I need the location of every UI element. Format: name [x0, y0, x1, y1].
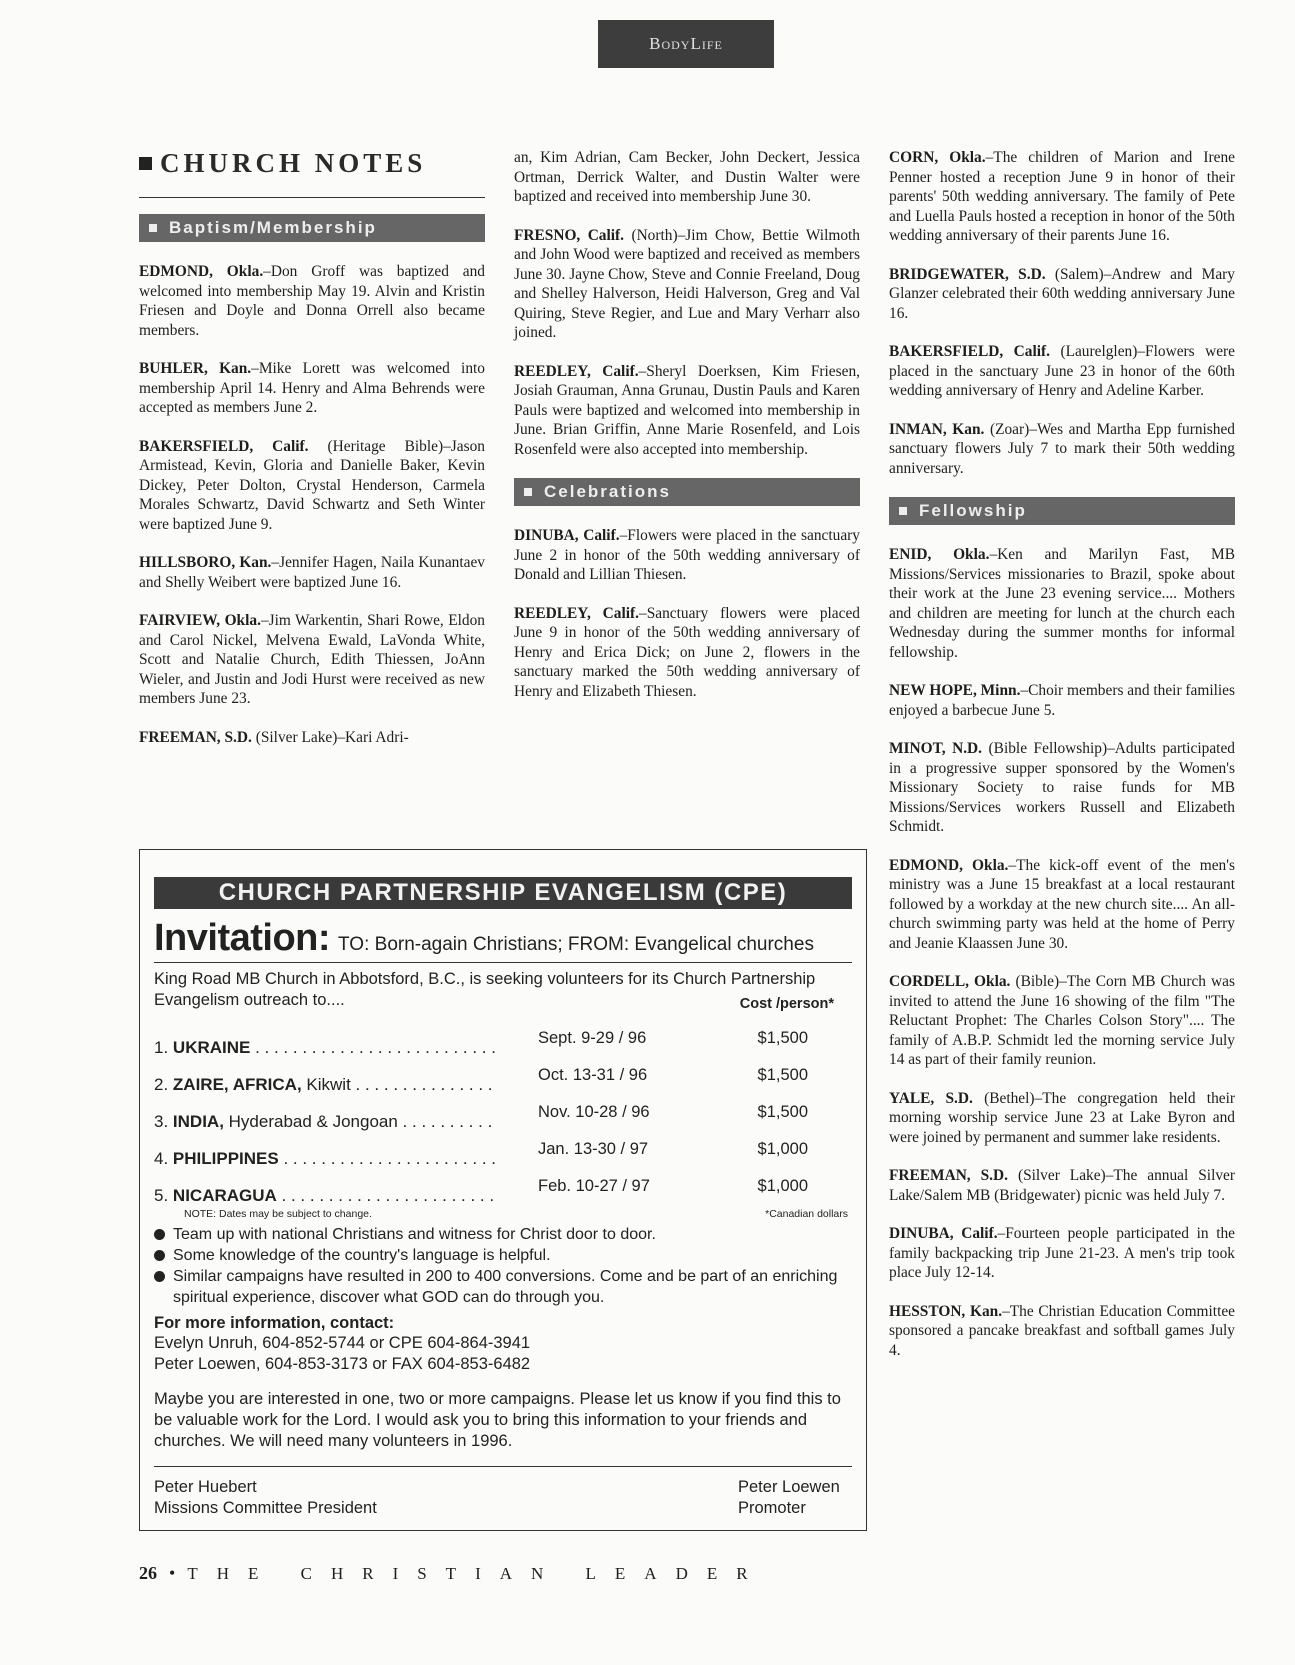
trip-dates: Oct. 13-31 / 96: [538, 1066, 648, 1084]
news-entry: FAIRVIEW, Okla.–Jim Warkentin, Shari Rowe, Eldon and Carol Nickel, Melvena Ewald, LaVonda White, Scott and Natalie Church, Edith Thiessen, JoAnn Wieler, and Justin and Jodi Hurst were received as new members June 23.: [139, 612, 485, 707]
trip-cost: $1,000: [757, 1177, 808, 1195]
signature-role: Promoter: [738, 1499, 806, 1517]
subsection-bar-label: Fellowship: [919, 501, 1027, 520]
contact-line: Peter Loewen, 604-853-3173 or FAX 604-853-6482: [154, 1355, 531, 1373]
news-entry: INMAN, Kan. (Zoar)–Wes and Martha Epp furnished sanctuary flowers July 7 to mark their 50th wedding anniversary.: [889, 420, 1235, 477]
news-entry: CORN, Okla.–The children of Marion and Irene Penner hosted a reception June 9 in honor of their parents' 50th wedding anniversary. The family of Pete and Luella Pauls hosted a reception in honor of the 50th wedding anniversary of their parents June 16.: [889, 149, 1235, 244]
bullet-item: Similar campaigns have resulted in 200 to 400 conversions. Come and be part of an enriching spiritual experience, discover what GOD can do through you.: [154, 1266, 852, 1308]
news-entry-continuation: an, Kim Adrian, Cam Becker, John Deckert, Jessica Ortman, Derrick Walter, and Dustin Walter were baptized and received into membership June 30.: [514, 149, 860, 205]
column-1: [139, 148, 485, 766]
news-entry: MINOT, N.D. (Bible Fellowship)–Adults participated in a progressive supper sponsored by the Women's Missionary Society to raise funds for MB Missions/Services workers Russell and Elizabeth Schmidt.: [889, 740, 1235, 835]
trip-dates: Jan. 13-30 / 97: [538, 1140, 649, 1158]
subsection-bar-label: Baptism/Membership: [169, 218, 377, 237]
note-row: [154, 1208, 852, 1220]
contact-line: Evelyn Unruh, 604-852-5744 or CPE 604-864-3941: [154, 1334, 531, 1352]
bullet-item: Team up with national Christians and witness for Christ door to door.: [154, 1224, 852, 1245]
signature-right: [738, 1477, 848, 1519]
trip-dates: Sept. 9-29 / 96: [538, 1029, 647, 1047]
column-2: [514, 148, 860, 720]
subsection-bar-label: Celebrations: [544, 482, 671, 501]
trip-cost: $1,000: [757, 1140, 808, 1158]
news-entry: FREEMAN, S.D. (Silver Lake)–The annual Silver Lake/Salem MB (Bridgewater) picnic was held July 7.: [889, 1167, 1235, 1204]
bullet-item: Some knowledge of the country's language is helpful.: [154, 1245, 852, 1266]
news-entry: HILLSBORO, Kan.–Jennifer Hagen, Naila Kunantaev and Shelly Weibert were baptized June 16.: [139, 554, 485, 591]
invitation-line: [154, 917, 852, 963]
trip-table: [154, 996, 852, 1220]
signature-name: Peter Loewen: [738, 1478, 840, 1496]
footer-separator: •: [169, 1563, 176, 1583]
bullet-dot-icon: [154, 1271, 165, 1282]
trip-dates: Nov. 10-28 / 96: [538, 1103, 650, 1121]
trip-name: 5. NICARAGUA . . . . . . . . . . . . . . . . . . . . . . .: [154, 1186, 495, 1205]
news-entry: YALE, S.D. (Bethel)–The congregation held their morning worship service June 23 at Lake Byron and were joined by permanent and summer lake residents.: [889, 1089, 1236, 1146]
news-entry: FREEMAN, S.D. (Silver Lake)–Kari Adri-: [139, 728, 409, 746]
square-bullet-icon: [524, 488, 532, 496]
section-title-text: CHURCH NOTES: [160, 148, 427, 178]
trip-row: [154, 1132, 852, 1169]
news-entry: REEDLEY, Calif.–Sheryl Doerksen, Kim Friesen, Josiah Grauman, Anna Grunau, Dustin Pauls and Karen Pauls were baptized and welcomed into membership in June. Brian Griffin, Anne Marie Rosenfeld, and Lois Rosenfeld were also accepted into membership.: [514, 362, 860, 458]
news-entry: BUHLER, Kan.–Mike Lorett was welcomed into membership April 14. Henry and Alma Behrends were accepted as members June 2.: [139, 360, 485, 416]
news-entry: EDMOND, Okla.–Don Groff was baptized and welcomed into membership May 19. Alvin and Kristin Friesen and Doyle and Donna Orrell also became members.: [139, 263, 485, 339]
trip-name: 2. ZAIRE, AFRICA, Kikwit . . . . . . . . . . . . . . .: [154, 1075, 493, 1094]
signature-name: Peter Huebert: [154, 1478, 257, 1496]
square-bullet-icon: [149, 224, 157, 232]
news-entry: CORDELL, Okla. (Bible)–The Corn MB Church was invited to attend the June 16 showing of the film "The Reluctant Prophet: The Charles Colson Story".... The family of A.B.P. Schmidt led the morning service July 14 as part of their family reunion.: [889, 973, 1235, 1068]
cost-header: Cost /person*: [739, 996, 834, 1012]
square-bullet-icon: [139, 157, 152, 170]
trip-cost: $1,500: [757, 1066, 808, 1084]
section-title: [139, 148, 485, 179]
news-entry: HESSTON, Kan.–The Christian Education Committee sponsored a pancake breakfast and softball games July 4.: [889, 1302, 1236, 1359]
invitation-word: Invitation:: [154, 917, 331, 959]
trip-cost: $1,500: [757, 1103, 808, 1121]
news-entry: FRESNO, Calif. (North)–Jim Chow, Bettie Wilmoth and John Wood were baptized and received as members June 30. Jayne Chow, Steve and Connie Freeland, Doug and Shelley Halverson, Heidi Halverson, Greg and Val Quiring, Steve Regier, and Lue and Mary Verharr also joined.: [514, 226, 860, 341]
subsection-bar-baptism: [139, 214, 485, 242]
signature-role: Missions Committee President: [154, 1499, 377, 1517]
closing-paragraph: Maybe you are interested in one, two or more campaigns. Please let us know if you find this to be valuable work for the Lord. I would ask you to bring this information to your friends and churches. We will need many volunteers in 1996.: [154, 1389, 852, 1467]
invitation-text: TO: Born-again Christians; FROM: Evangelical churches: [338, 934, 814, 955]
cpe-advertisement: [139, 849, 867, 1531]
magazine-name: THE CHRISTIAN LEADER: [187, 1563, 767, 1583]
signatures: [154, 1477, 852, 1519]
signature-left: [154, 1477, 377, 1519]
trip-name: 1. UKRAINE . . . . . . . . . . . . . . . . . . . . . . . . . .: [154, 1038, 496, 1057]
trip-row: [154, 1169, 852, 1206]
bullet-dot-icon: [154, 1250, 165, 1261]
title-rule: [139, 197, 485, 198]
section-header-tab: BodyLife: [598, 20, 774, 68]
news-entry: BAKERSFIELD, Calif. (Heritage Bible)–Jason Armistead, Kevin, Gloria and Danielle Baker, Kevin Dickey, Peter Dolton, Crystal Henderson, Carmela Morales Schwartz, David Schwartz and Seth Winter were baptized June 9.: [139, 437, 485, 533]
news-entry: REEDLEY, Calif.–Sanctuary flowers were placed June 9 in honor of the 50th wedding anniversary of Henry and Erica Dick; on June 2, flowers in the sanctuary marked the 50th wedding anniversary of Henry and Elizabeth Thiesen.: [514, 604, 860, 700]
dates-note: NOTE: Dates may be subject to change.: [184, 1208, 372, 1220]
bullet-list: [154, 1224, 852, 1308]
contact-heading: For more information, contact:: [154, 1314, 395, 1332]
page-number: 26: [139, 1563, 157, 1583]
news-entry: DINUBA, Calif.–Fourteen people participated in the family backpacking trip June 21-23. A men's trip took place July 12-14.: [889, 1225, 1235, 1281]
ad-intro: King Road MB Church in Abbotsford, B.C., is seeking volunteers for its Church Partnership Evangelism outreach to....: [154, 970, 816, 1009]
trip-row: [154, 1095, 852, 1132]
subsection-bar-celebrations: [514, 478, 860, 506]
trip-name: 3. INDIA, Hyderabad & Jongoan . . . . . . . . . .: [154, 1112, 493, 1131]
trip-row: [154, 1021, 852, 1058]
news-entry: ENID, Okla.–Ken and Marilyn Fast, MB Missions/Services missionaries to Brazil, spoke about their work at the June 23 evening service.... Mothers and children are meeting for lunch at the church each Wednesday during the summer months for informal fellowship.: [889, 546, 1235, 661]
news-entry: EDMOND, Okla.–The kick-off event of the men's ministry was a June 15 breakfast at a local restaurant followed by a workday at the new church site.... An all-church swimming party was held at the home of Perry and Jeanie Klaassen June 30.: [889, 856, 1235, 952]
subsection-bar-fellowship: [889, 497, 1235, 525]
currency-note: *Canadian dollars: [765, 1208, 848, 1220]
ad-title-bar: CHURCH PARTNERSHIP EVANGELISM (CPE): [154, 877, 852, 909]
trip-dates: Feb. 10-27 / 97: [538, 1177, 650, 1195]
bullet-dot-icon: [154, 1229, 165, 1240]
news-entry: NEW HOPE, Minn.–Choir members and their families enjoyed a barbecue June 5.: [889, 682, 1235, 719]
column-3: [889, 148, 1235, 1379]
square-bullet-icon: [899, 507, 907, 515]
news-entry: BRIDGEWATER, S.D. (Salem)–Andrew and Mary Glanzer celebrated their 60th wedding anniversary June 16.: [889, 265, 1235, 322]
news-entry: BAKERSFIELD, Calif. (Laurelglen)–Flowers were placed in the sanctuary June 23 in honor of the 60th wedding anniversary of Henry and Adeline Karber.: [889, 343, 1236, 399]
trip-name: 4. PHILIPPINES . . . . . . . . . . . . . . . . . . . . . . .: [154, 1149, 496, 1168]
news-entry: DINUBA, Calif.–Flowers were placed in the sanctuary June 2 in honor of the 50th wedding anniversary of Donald and Lillian Thiesen.: [514, 527, 860, 583]
trip-row: [154, 1058, 852, 1095]
page-footer: [139, 1563, 767, 1584]
trip-cost: $1,500: [757, 1029, 808, 1047]
